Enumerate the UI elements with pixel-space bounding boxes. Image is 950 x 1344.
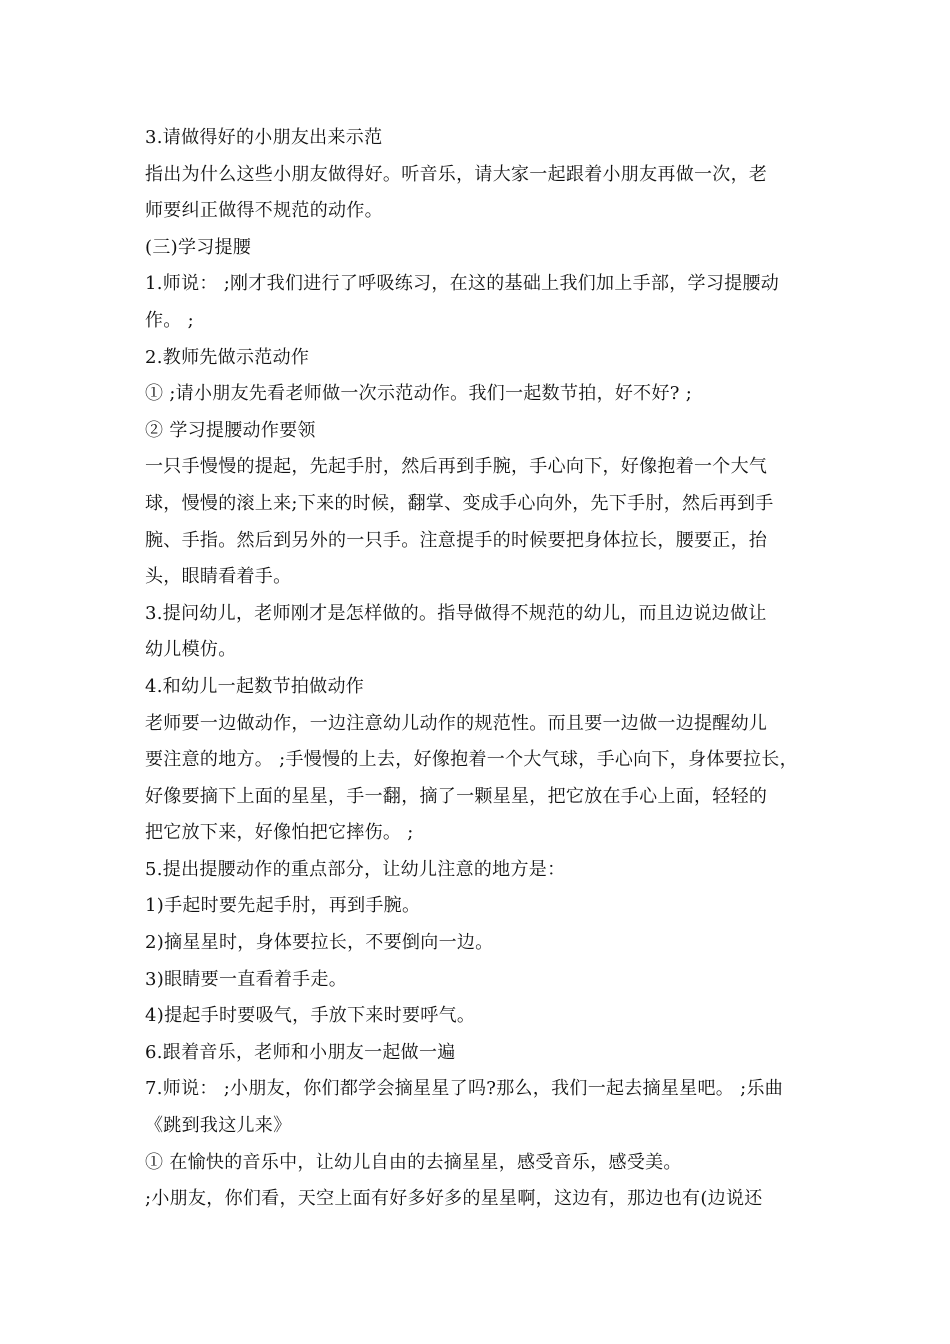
text-line: 1.师说： ;刚才我们进行了呼吸练习，在这的基础上我们加上手部，学习提腰动: [145, 273, 780, 295]
text-line: 《跳到我这儿来》: [145, 1115, 292, 1137]
text-line: 球，慢慢的滚上来;下来的时候，翻掌、变成手心向外，先下手肘，然后再到手: [145, 492, 774, 514]
text-line: 作。 ;: [145, 309, 194, 331]
text-line: ① ;请小朋友先看老师做一次示范动作。我们一起数节拍，好不好? ;: [145, 383, 693, 405]
text-line: 3.提问幼儿，老师刚才是怎样做的。指导做得不规范的幼儿，而且边说边做让: [145, 602, 767, 624]
text-line: 3.请做得好的小朋友出来示范: [145, 127, 383, 148]
text-line: 腕、手指。然后到另外的一只手。注意提手的时候要把身体拉长，腰要正，抬: [145, 529, 768, 551]
text-line: 4.和幼儿一起数节拍做动作: [145, 675, 365, 697]
text-line: 一只手慢慢的提起，先起手肘，然后再到手腕，手心向下，好像抱着一个大气: [145, 456, 768, 478]
text-line: 5.提出提腰动作的重点部分，让幼儿注意的地方是：: [145, 858, 566, 880]
text-line: 好像要摘下上面的星星，手一翻，摘了一颗星星，把它放在手心上面，轻轻的: [145, 785, 768, 807]
text-line: 指出为什么这些小朋友做得好。听音乐，请大家一起跟着小朋友再做一次，老: [145, 163, 768, 185]
text-line: 2)摘星星时，身体要拉长，不要倒向一边。: [145, 932, 494, 954]
document-body: [145, 120, 825, 1218]
text-line: ② 学习提腰动作要领: [145, 419, 316, 441]
text-line: 6.跟着音乐，老师和小朋友一起做一遍: [145, 1041, 456, 1063]
text-line: 幼儿模仿。: [145, 639, 237, 661]
text-line: 4)提起手时要吸气，手放下来时要呼气。: [145, 1005, 476, 1027]
text-line: 2.教师先做示范动作: [145, 346, 310, 368]
text-line: 1)手起时要先起手肘，再到手腕。: [145, 895, 421, 917]
text-line: 要注意的地方。 ;手慢慢的上去，好像抱着一个大气球，手心向下，身体要拉长，: [145, 749, 798, 771]
text-line: 3)眼睛要一直看着手走。: [145, 968, 348, 990]
section-heading: (三)学习提腰: [145, 236, 252, 258]
text-line: ① 在愉快的音乐中，让幼儿自由的去摘星星，感受音乐，感受美。: [145, 1151, 682, 1173]
text-line: 把它放下来，好像怕把它摔伤。 ;: [145, 822, 414, 844]
text-line: 老师要一边做动作，一边注意幼儿动作的规范性。而且要一边做一边提醒幼儿: [145, 712, 768, 734]
text-line: 头，眼睛看着手。: [145, 566, 292, 588]
text-line: ;小朋友，你们看，天空上面有好多好多的星星啊，这边有，那边也有(边说还: [145, 1188, 763, 1210]
text-line: 师要纠正做得不规范的动作。: [145, 200, 383, 222]
text-line: 7.师说： ;小朋友，你们都学会摘星星了吗?那么，我们一起去摘星星吧。 ;乐曲: [145, 1078, 784, 1100]
